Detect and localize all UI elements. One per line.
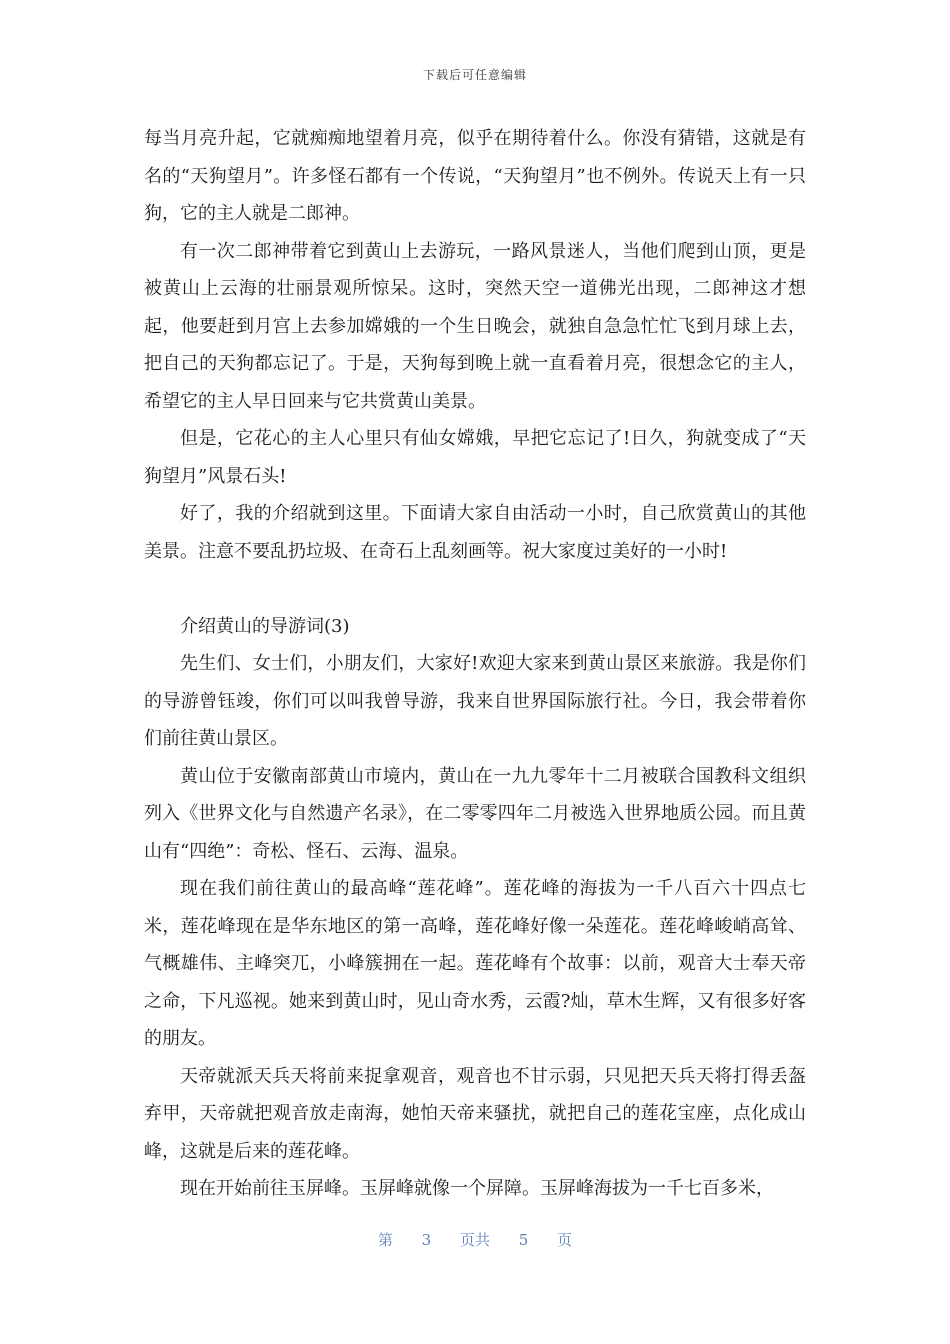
paragraph-4: 好了，我的介绍就到这里。下面请大家自由活动一小时，自己欣赏黄山的其他美景。注意不要乱扔垃圾、在奇石上乱刻画等。祝大家度过美好的一小时! [144, 503, 806, 562]
paragraph-1: 每当月亮升起，它就痴痴地望着月亮，似乎在期待着什么。你没有猜错，这就是有名的“天狗望月”。许多怪石都有一个传说，“天狗望月”也不例外。传说天上有一只狗，它的主人就是二郎神。 [144, 128, 806, 224]
footer-middle: 页共 [459, 1231, 490, 1249]
footer-prefix: 第 [377, 1231, 393, 1249]
page-footer [0, 1229, 950, 1250]
page-header-note: 下载后可任意编辑 [422, 68, 527, 82]
paragraph-5: 先生们、女士们，小朋友们，大家好!欢迎大家来到黄山景区来旅游。我是你们的导游曾钰竣，你们可以叫我曾导游，我来自世界国际旅行社。今日，我会带着你们前往黄山景区。 [144, 653, 806, 749]
paragraph-2: 有一次二郎神带着它到黄山上去游玩，一路风景迷人，当他们爬到山顶，更是被黄山上云海的壮丽景观所惊呆。这时，突然天空一道佛光出现，二郎神这才想起，他要赶到月宫上去参加嫦娥的一个生日晚会，就独自急急忙忙飞到月球上去，把自己的天狗都忘记了。于是，天狗每到晚上就一直看着月亮，很想念它的主人，希望它的主人早日回来与它共赏黄山美景。 [144, 240, 806, 412]
section-spacer [144, 570, 806, 608]
paragraph-8: 天帝就派天兵天将前来捉拿观音，观音也不甘示弱，只见把天兵天将打得丢盔弃甲，天帝就把观音放走南海，她怕天帝来骚扰，就把自己的莲花宝座，点化成山峰，这就是后来的莲花峰。 [144, 1065, 806, 1162]
paragraph-3: 但是，它花心的主人心里只有仙女嫦娥，早把它忘记了!日久，狗就变成了“天狗望月”风景石头! [144, 428, 806, 487]
footer-total-pages: 5 [518, 1231, 529, 1249]
document-body [144, 120, 806, 1208]
paragraph-9: 现在开始前往玉屏峰。玉屏峰就像一个屏障。玉屏峰海拔为一千七百多米， [180, 1178, 774, 1199]
section-heading: 介绍黄山的导游词(3) [180, 615, 350, 637]
footer-current-page: 3 [421, 1231, 432, 1249]
footer-suffix: 页 [557, 1231, 573, 1249]
paragraph-6: 黄山位于安徽南部黄山市境内，黄山在一九九零年十二月被联合国教科文组织列入《世界文化与自然遗产名录》，在二零零四年二月被选入世界地质公园。而且黄山有“四绝”：奇松、怪石、云海、温泉。 [144, 765, 806, 862]
paragraph-7: 现在我们前往黄山的最高峰“莲花峰”。莲花峰的海拔为一千八百六十四点七米，莲花峰现在是华东地区的第一高峰，莲花峰好像一朵莲花。莲花峰峻峭高耸、气概雄伟、主峰突兀，小峰簇拥在一起。莲花峰有个故事：以前，观音大士奉天帝之命，下凡巡视。她来到黄山时，见山奇水秀，云霞?灿，草木生辉，又有很多好客的朋友。 [144, 878, 806, 1049]
